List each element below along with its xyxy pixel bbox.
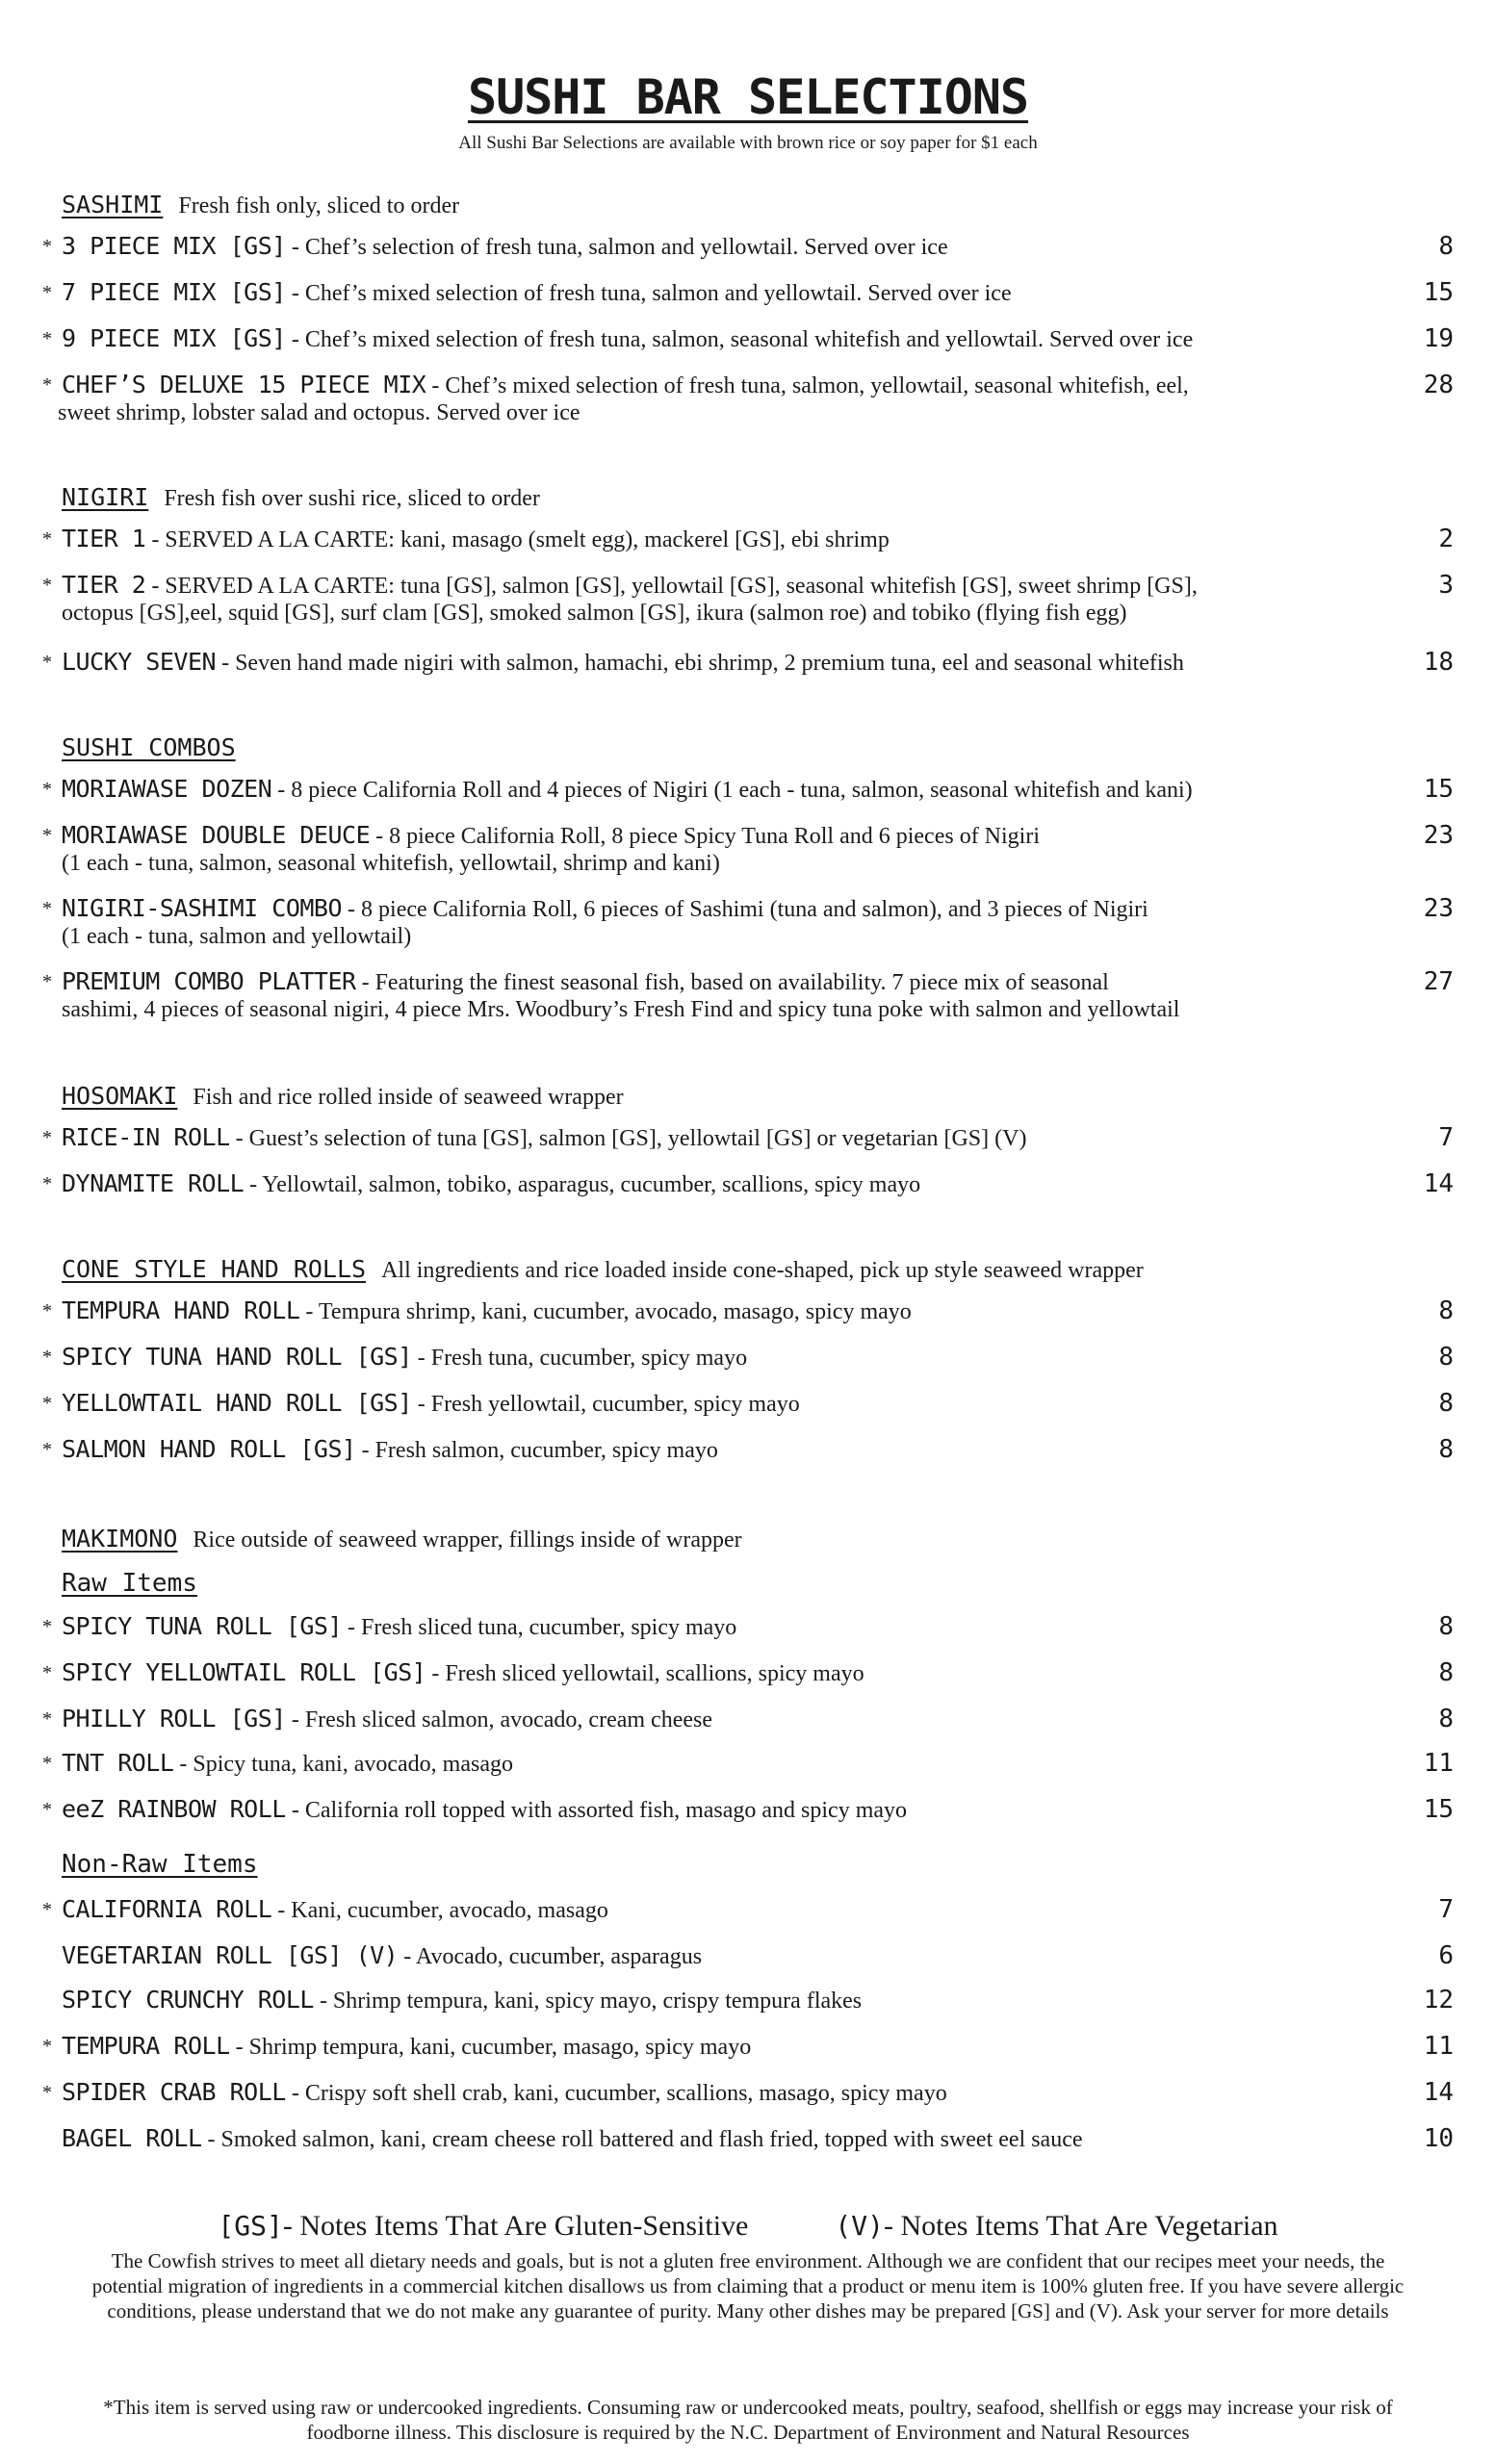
item-price: 23	[1423, 821, 1454, 850]
item-desc: - Spicy tuna, kani, avocado, masago	[173, 1752, 513, 1777]
item-desc: - 8 piece California Roll, 6 pieces of Sashimi (tuna and salmon), and 3 pieces of Nigiri	[342, 897, 1148, 922]
item-name: SPICY TUNA HAND ROLL [GS]	[62, 1343, 412, 1371]
item-price: 14	[1423, 2078, 1454, 2107]
page-title: SUSHI BAR SELECTIONS	[467, 69, 1029, 125]
item-desc: - Yellowtail, salmon, tobiko, asparagus, cucumber, scallions, spicy mayo	[244, 1172, 921, 1197]
item-price: 8	[1438, 1435, 1454, 1464]
item-desc: - Fresh yellowtail, cucumber, spicy mayo	[411, 1392, 800, 1417]
item-name: eeZ RAINBOW ROLL	[62, 1795, 286, 1823]
item-price: 7	[1438, 1895, 1454, 1924]
section-title: MAKIMONO	[62, 1525, 178, 1553]
item-desc: - Fresh salmon, cucumber, spicy mayo	[355, 1438, 718, 1463]
item-desc: - Chef’s mixed selection of fresh tuna, salmon and yellowtail. Served over ice	[285, 281, 1012, 306]
item-name: RICE-IN ROLL	[62, 1123, 230, 1151]
item-name: PHILLY ROLL [GS]	[62, 1705, 286, 1732]
item-desc: - Fresh tuna, cucumber, spicy mayo	[411, 1346, 748, 1371]
menu-item	[42, 2032, 1454, 2061]
item-desc: - SERVED A LA CARTE: tuna [GS], salmon [GS], yellowtail [GS], seasonal whitefish [GS], sweet shrimp [GS],	[145, 574, 1198, 599]
v-text: - Notes Items That Are Vegetarian	[883, 2210, 1278, 2242]
raw-marker: *	[42, 825, 52, 846]
item-price: 14	[1423, 1169, 1454, 1198]
raw-marker: *	[42, 2082, 52, 2103]
menu-item	[42, 371, 1454, 426]
item-desc: - Shrimp tempura, kani, spicy mayo, crispy tempura flakes	[313, 1989, 863, 2014]
item-name: 7 PIECE MIX [GS]	[62, 278, 286, 306]
menu-item	[42, 1658, 1454, 1687]
v-code: (V)	[835, 2210, 884, 2242]
item-desc: - California roll topped with assorted fish, masago and spicy mayo	[285, 1798, 908, 1823]
item-price: 28	[1423, 371, 1454, 399]
menu-item	[42, 821, 1454, 877]
item-desc: - Guest’s selection of tuna [GS], salmon [GS], yellowtail [GS] or vegetarian [GS] (V)	[229, 1126, 1027, 1151]
section-title: CONE STYLE HAND ROLLS	[62, 1255, 367, 1283]
item-price: 8	[1438, 1343, 1454, 1372]
subsection-raw-items: Raw Items	[62, 1569, 197, 1598]
item-desc: - Fresh sliced yellowtail, scallions, spicy mayo	[426, 1661, 864, 1686]
section-note: Rice outside of seaweed wrapper, fillings inside of wrapper	[193, 1527, 742, 1553]
item-desc: - Crispy soft shell crab, kani, cucumber, scallions, masago, spicy mayo	[285, 2081, 947, 2106]
item-desc: - 8 piece California Roll, 8 piece Spicy Tuna Roll and 6 pieces of Nigiri	[370, 824, 1041, 849]
item-name: 9 PIECE MIX [GS]	[62, 324, 286, 352]
menu-item	[42, 2078, 1454, 2107]
subsection-non-raw-items: Non-Raw Items	[62, 1850, 258, 1879]
item-desc: - Tempura shrimp, kani, cucumber, avocado, masago, spicy mayo	[299, 1299, 912, 1324]
menu-item	[42, 1612, 1454, 1641]
section-note: All ingredients and rice loaded inside cone-shaped, pick up style seaweed wrapper	[381, 1258, 1144, 1283]
item-price: 10	[1423, 2124, 1454, 2153]
section-note: Fresh fish over sushi rice, sliced to order	[164, 486, 540, 511]
item-name: SPIDER CRAB ROLL	[62, 2078, 286, 2106]
item-name: YELLOWTAIL HAND ROLL [GS]	[62, 1389, 412, 1417]
item-price: 8	[1438, 232, 1454, 261]
item-name: TIER 2	[62, 571, 146, 599]
raw-marker: *	[42, 652, 52, 673]
item-name: MORIAWASE DOZEN	[62, 775, 272, 803]
item-desc: - Chef’s mixed selection of fresh tuna, salmon, yellowtail, seasonal whitefish, eel,	[426, 373, 1189, 398]
item-desc-continued: sashimi, 4 pieces of seasonal nigiri, 4 piece Mrs. Woodbury’s Fresh Find and spicy tuna poke with salmon and yellowtail	[62, 997, 1180, 1022]
item-price: 23	[1423, 894, 1454, 923]
gs-code: [GS]	[218, 2210, 283, 2242]
page-subtitle: All Sushi Bar Selections are available with brown rice or soy paper for $1 each	[458, 133, 1038, 153]
section-nigiri	[62, 483, 540, 512]
item-name: DYNAMITE ROLL	[62, 1169, 245, 1197]
item-desc: - Fresh sliced salmon, avocado, cream cheese	[285, 1707, 712, 1732]
item-desc: - Featuring the finest seasonal fish, based on availability. 7 piece mix of seasonal	[355, 970, 1109, 995]
item-price: 15	[1423, 278, 1454, 307]
section-sashimi	[62, 191, 459, 219]
item-desc: - 8 piece California Roll and 4 pieces of Nigiri (1 each - tuna, salmon, seasonal whitefish and kani)	[271, 778, 1193, 803]
raw-marker: *	[42, 1300, 52, 1322]
menu-item	[42, 1705, 1454, 1733]
item-price: 15	[1423, 775, 1454, 804]
raw-marker: *	[42, 328, 52, 349]
item-price: 2	[1438, 525, 1454, 553]
menu-item	[42, 324, 1454, 353]
item-price: 11	[1423, 2032, 1454, 2061]
section-title: SUSHI COMBOS	[62, 733, 236, 761]
item-desc: - Chef’s selection of fresh tuna, salmon and yellowtail. Served over ice	[285, 235, 948, 260]
raw-marker: *	[42, 779, 52, 800]
raw-marker: *	[42, 236, 52, 257]
item-name: 3 PIECE MIX [GS]	[62, 232, 286, 260]
section-hosomaki	[62, 1082, 624, 1111]
item-name: SPICY CRUNCHY ROLL	[62, 1986, 314, 2014]
item-name: SPICY TUNA ROLL [GS]	[62, 1612, 343, 1640]
item-desc-continued: (1 each - tuna, salmon, seasonal whitefish, yellowtail, shrimp and kani)	[62, 851, 720, 876]
gs-text: - Notes Items That Are Gluten-Sensitive	[282, 2210, 749, 2242]
raw-marker: *	[42, 1347, 52, 1368]
menu-item	[42, 278, 1454, 307]
raw-marker: *	[42, 1799, 52, 1820]
menu-item	[42, 525, 1454, 553]
menu-item	[62, 1941, 1454, 1970]
raw-marker: *	[42, 575, 52, 596]
raw-marker: *	[42, 1616, 52, 1637]
menu-item	[42, 1296, 1454, 1325]
raw-marker: *	[42, 528, 52, 550]
menu-item	[42, 1749, 1454, 1778]
item-desc: - Smoked salmon, kani, cream cheese roll battered and flash fried, topped with sweet eel sauce	[201, 2127, 1083, 2152]
menu-item	[42, 648, 1454, 677]
item-price: 8	[1438, 1705, 1454, 1733]
section-combos	[62, 733, 251, 762]
section-note: Fresh fish only, sliced to order	[178, 193, 460, 218]
item-desc: - Kani, cucumber, avocado, masago	[271, 1898, 608, 1923]
menu-item	[42, 1389, 1454, 1418]
item-desc: - Shrimp tempura, kani, cucumber, masago, spicy mayo	[229, 2035, 752, 2060]
item-price: 8	[1438, 1658, 1454, 1687]
raw-marker: *	[42, 971, 52, 992]
item-price: 18	[1423, 648, 1454, 677]
section-hand-rolls	[62, 1255, 1144, 1284]
item-price: 7	[1438, 1123, 1454, 1152]
menu-item	[42, 1895, 1454, 1924]
gluten-disclaimer: The Cowfish strives to meet all dietary needs and goals, but is not a gluten free environment. Although we are confident that our recipes meet your needs, the potential migration of ingredients in a commercial kitchen disallows us from claiming that a product or menu item is 100% gluten free. If you have severe allergic conditions, please understand that we do not make any guarantee of purity. Many other dishes may be prepared [GS] and (V). Ask your server for more details	[91, 2249, 1405, 2323]
item-price: 8	[1438, 1296, 1454, 1325]
menu-item	[42, 1343, 1454, 1372]
menu-item	[42, 1795, 1454, 1824]
gs-legend	[218, 2210, 748, 2243]
menu-item	[42, 967, 1454, 1023]
item-desc: - Avocado, cucumber, asparagus	[398, 1944, 703, 1969]
menu-item	[42, 571, 1454, 627]
item-name: VEGETARIAN ROLL [GS] (V)	[62, 1941, 399, 1969]
item-name: LUCKY SEVEN	[62, 648, 217, 676]
item-name: PREMIUM COMBO PLATTER	[62, 967, 356, 995]
item-desc-continued: octopus [GS],eel, squid [GS], surf clam [GS], smoked salmon [GS], ikura (salmon roe) and tobiko (flying fish egg)	[62, 601, 1127, 626]
item-price: 8	[1438, 1389, 1454, 1418]
raw-marker: *	[42, 1899, 52, 1920]
dietary-legend	[0, 2210, 1496, 2243]
raw-disclaimer: *This item is served using raw or undercooked ingredients. Consuming raw or undercooked meats, poultry, seafood, shellfish or eggs may increase your risk of foodborne illness. This disclosure is required by the N.C. Department of Environment and Natural Resources	[103, 2396, 1393, 2444]
item-name: TEMPURA HAND ROLL	[62, 1296, 300, 1324]
item-name: CHEF’S DELUXE 15 PIECE MIX	[62, 371, 426, 398]
v-legend	[835, 2210, 1277, 2243]
item-name: MORIAWASE DOUBLE DEUCE	[62, 821, 371, 849]
raw-marker: *	[42, 374, 52, 396]
item-price: 3	[1438, 571, 1454, 600]
item-price: 12	[1423, 1986, 1454, 2015]
raw-marker: *	[42, 1393, 52, 1414]
raw-marker: *	[42, 2036, 52, 2057]
raw-marker: *	[42, 1662, 52, 1683]
menu-item	[42, 1169, 1454, 1198]
item-name: BAGEL ROLL	[62, 2124, 202, 2152]
item-desc: - SERVED A LA CARTE: kani, masago (smelt egg), mackerel [GS], ebi shrimp	[145, 527, 890, 552]
raw-marker: *	[42, 1708, 52, 1730]
item-name: TIER 1	[62, 525, 146, 552]
item-name: SALMON HAND ROLL [GS]	[62, 1435, 356, 1463]
item-desc: - Seven hand made nigiri with salmon, hamachi, ebi shrimp, 2 premium tuna, eel and seasonal whitefish	[216, 651, 1184, 676]
menu-item	[42, 1123, 1454, 1152]
menu-item	[42, 232, 1454, 261]
item-desc-continued: sweet shrimp, lobster salad and octopus. Served over ice	[58, 400, 580, 425]
item-name: TEMPURA ROLL	[62, 2032, 230, 2060]
section-note: Fish and rice rolled inside of seaweed wrapper	[193, 1085, 624, 1110]
section-title: HOSOMAKI	[62, 1082, 178, 1110]
item-desc: - Fresh sliced tuna, cucumber, spicy mayo	[342, 1615, 737, 1640]
item-name: SPICY YELLOWTAIL ROLL [GS]	[62, 1658, 426, 1686]
raw-marker: *	[42, 1439, 52, 1460]
item-price: 27	[1423, 967, 1454, 996]
section-title: NIGIRI	[62, 483, 149, 511]
item-desc: - Chef’s mixed selection of fresh tuna, salmon, seasonal whitefish and yellowtail. Served over ice	[285, 327, 1194, 352]
menu-item	[42, 894, 1454, 950]
item-price: 11	[1423, 1749, 1454, 1778]
item-desc-continued: (1 each - tuna, salmon and yellowtail)	[62, 924, 412, 949]
raw-marker: *	[42, 282, 52, 303]
item-name: NIGIRI-SASHIMI COMBO	[62, 894, 343, 922]
menu-item	[42, 775, 1454, 804]
item-name: CALIFORNIA ROLL	[62, 1895, 272, 1923]
raw-marker: *	[42, 1753, 52, 1774]
raw-marker: *	[42, 898, 52, 919]
raw-marker: *	[42, 1127, 52, 1148]
raw-marker: *	[42, 1173, 52, 1194]
item-name: TNT ROLL	[62, 1749, 174, 1777]
menu-item	[62, 2124, 1454, 2153]
menu-item	[42, 1435, 1454, 1464]
section-makimono	[62, 1525, 742, 1553]
section-title: SASHIMI	[62, 191, 164, 218]
item-price: 6	[1438, 1941, 1454, 1970]
item-price: 8	[1438, 1612, 1454, 1641]
item-price: 19	[1423, 324, 1454, 353]
menu-item	[62, 1986, 1454, 2015]
item-price: 15	[1423, 1795, 1454, 1824]
